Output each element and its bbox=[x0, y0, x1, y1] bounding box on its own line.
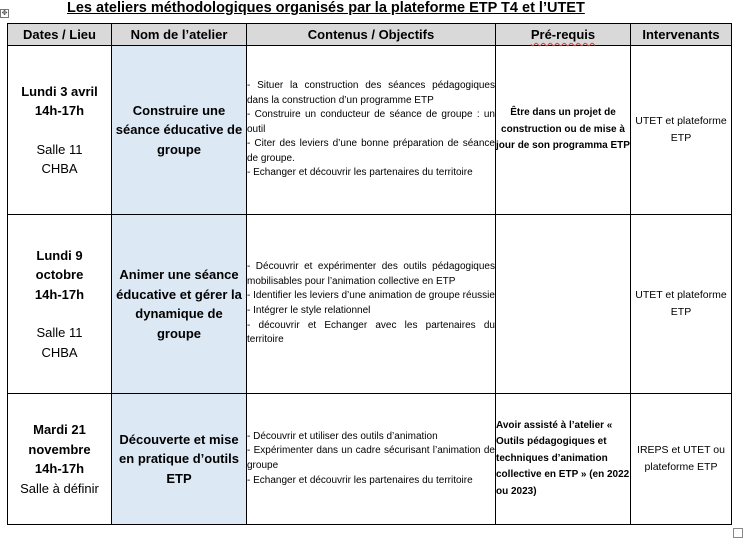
table-row bbox=[8, 215, 732, 394]
header-nom: Nom de l’atelier bbox=[112, 24, 247, 46]
table-resize-handle[interactable] bbox=[733, 528, 743, 538]
time-line: 14h-17h bbox=[34, 286, 85, 302]
contenu-item: - Identifier les leviers d’une animation de groupe réussie bbox=[247, 290, 495, 302]
intervenants-cell: UTET et plateforme ETP bbox=[631, 46, 732, 215]
header-contenus: Contenus / Objectifs bbox=[247, 24, 496, 46]
intervenants-cell: IREPS et UTET ou plateforme ETP bbox=[631, 394, 732, 525]
contenus-cell bbox=[247, 215, 496, 394]
date-cell bbox=[8, 46, 112, 215]
intervenants-cell: UTET et plateforme ETP bbox=[631, 215, 732, 394]
date-cell bbox=[8, 215, 112, 394]
prerequis-cell bbox=[496, 215, 631, 394]
contenu-item: - Echanger et découvrir les partenaires du territoire bbox=[247, 167, 473, 179]
atelier-name-cell: Découverte et mise en pratique d’outils ETP bbox=[112, 394, 247, 525]
contenu-item: - Expérimenter dans un cadre sécurisant l’animation de groupe bbox=[247, 445, 495, 471]
date-line: Mardi 21 bbox=[33, 422, 86, 437]
date-line: Lundi 9 bbox=[36, 247, 83, 263]
lieu-line: CHBA bbox=[41, 161, 78, 176]
table-row bbox=[8, 394, 732, 525]
date-line: octobre bbox=[35, 267, 84, 283]
header-prerequis-label: Pré-requis bbox=[530, 27, 596, 42]
contenus-cell bbox=[247, 394, 496, 525]
prerequis-cell: Avoir assisté à l’atelier « Outils pédagogiques et techniques d’animation collective en ETP » (en 2022 ou 2023) bbox=[496, 394, 631, 525]
table-header-row bbox=[8, 24, 732, 46]
prerequis-cell: Être dans un projet de construction ou de mise à jour de son programma ETP bbox=[496, 46, 631, 215]
contenus-cell bbox=[247, 46, 496, 215]
contenu-item: - Echanger et découvrir les partenaires du territoire bbox=[247, 474, 473, 486]
table-move-handle-icon[interactable]: ✥ bbox=[1, 10, 8, 17]
lieu-line: Salle 11 bbox=[36, 325, 83, 341]
contenu-item: - Intégrer le style relationnel bbox=[247, 305, 371, 316]
header-intervenants: Intervenants bbox=[631, 24, 732, 46]
contenu-item: - Construire un conducteur de séance de groupe : un outil bbox=[247, 109, 495, 135]
contenu-item: - découvrir et Echanger avec les partenaires du territoire bbox=[247, 319, 495, 346]
contenu-item: - Citer des leviers d’une bonne préparation de séance de groupe. bbox=[247, 138, 495, 164]
contenu-item: - Situer la construction des séances pédagogiques dans la construction d’un programme ETP bbox=[247, 79, 495, 106]
date-cell bbox=[8, 394, 112, 525]
lieu-line: CHBA bbox=[41, 344, 78, 360]
time-line: 14h-17h bbox=[34, 103, 85, 118]
atelier-name-cell: Animer une séance éducative et gérer la dynamique de groupe bbox=[112, 215, 247, 394]
document-title: Les ateliers méthodologiques organisés par la plateforme ETP T4 et l’UTET bbox=[67, 0, 585, 16]
lieu-line: Salle 11 bbox=[36, 141, 83, 157]
lieu-line: Salle à définir bbox=[20, 480, 99, 496]
atelier-name-cell: Construire une séance éducative de groupe bbox=[112, 46, 247, 215]
date-line: Lundi 3 avril bbox=[21, 83, 98, 99]
ateliers-table bbox=[7, 23, 732, 525]
contenu-item: - Découvrir et utiliser des outils d’animation bbox=[247, 430, 438, 442]
time-line: 14h-17h bbox=[34, 461, 85, 476]
contenu-item: - Découvrir et expérimenter des outils pédagogiques mobilisables pour l’animation collective en ETP bbox=[247, 261, 495, 287]
table-row bbox=[8, 46, 732, 215]
date-line: novembre bbox=[28, 441, 91, 457]
header-dates: Dates / Lieu bbox=[8, 24, 112, 46]
header-prerequis bbox=[496, 24, 631, 46]
